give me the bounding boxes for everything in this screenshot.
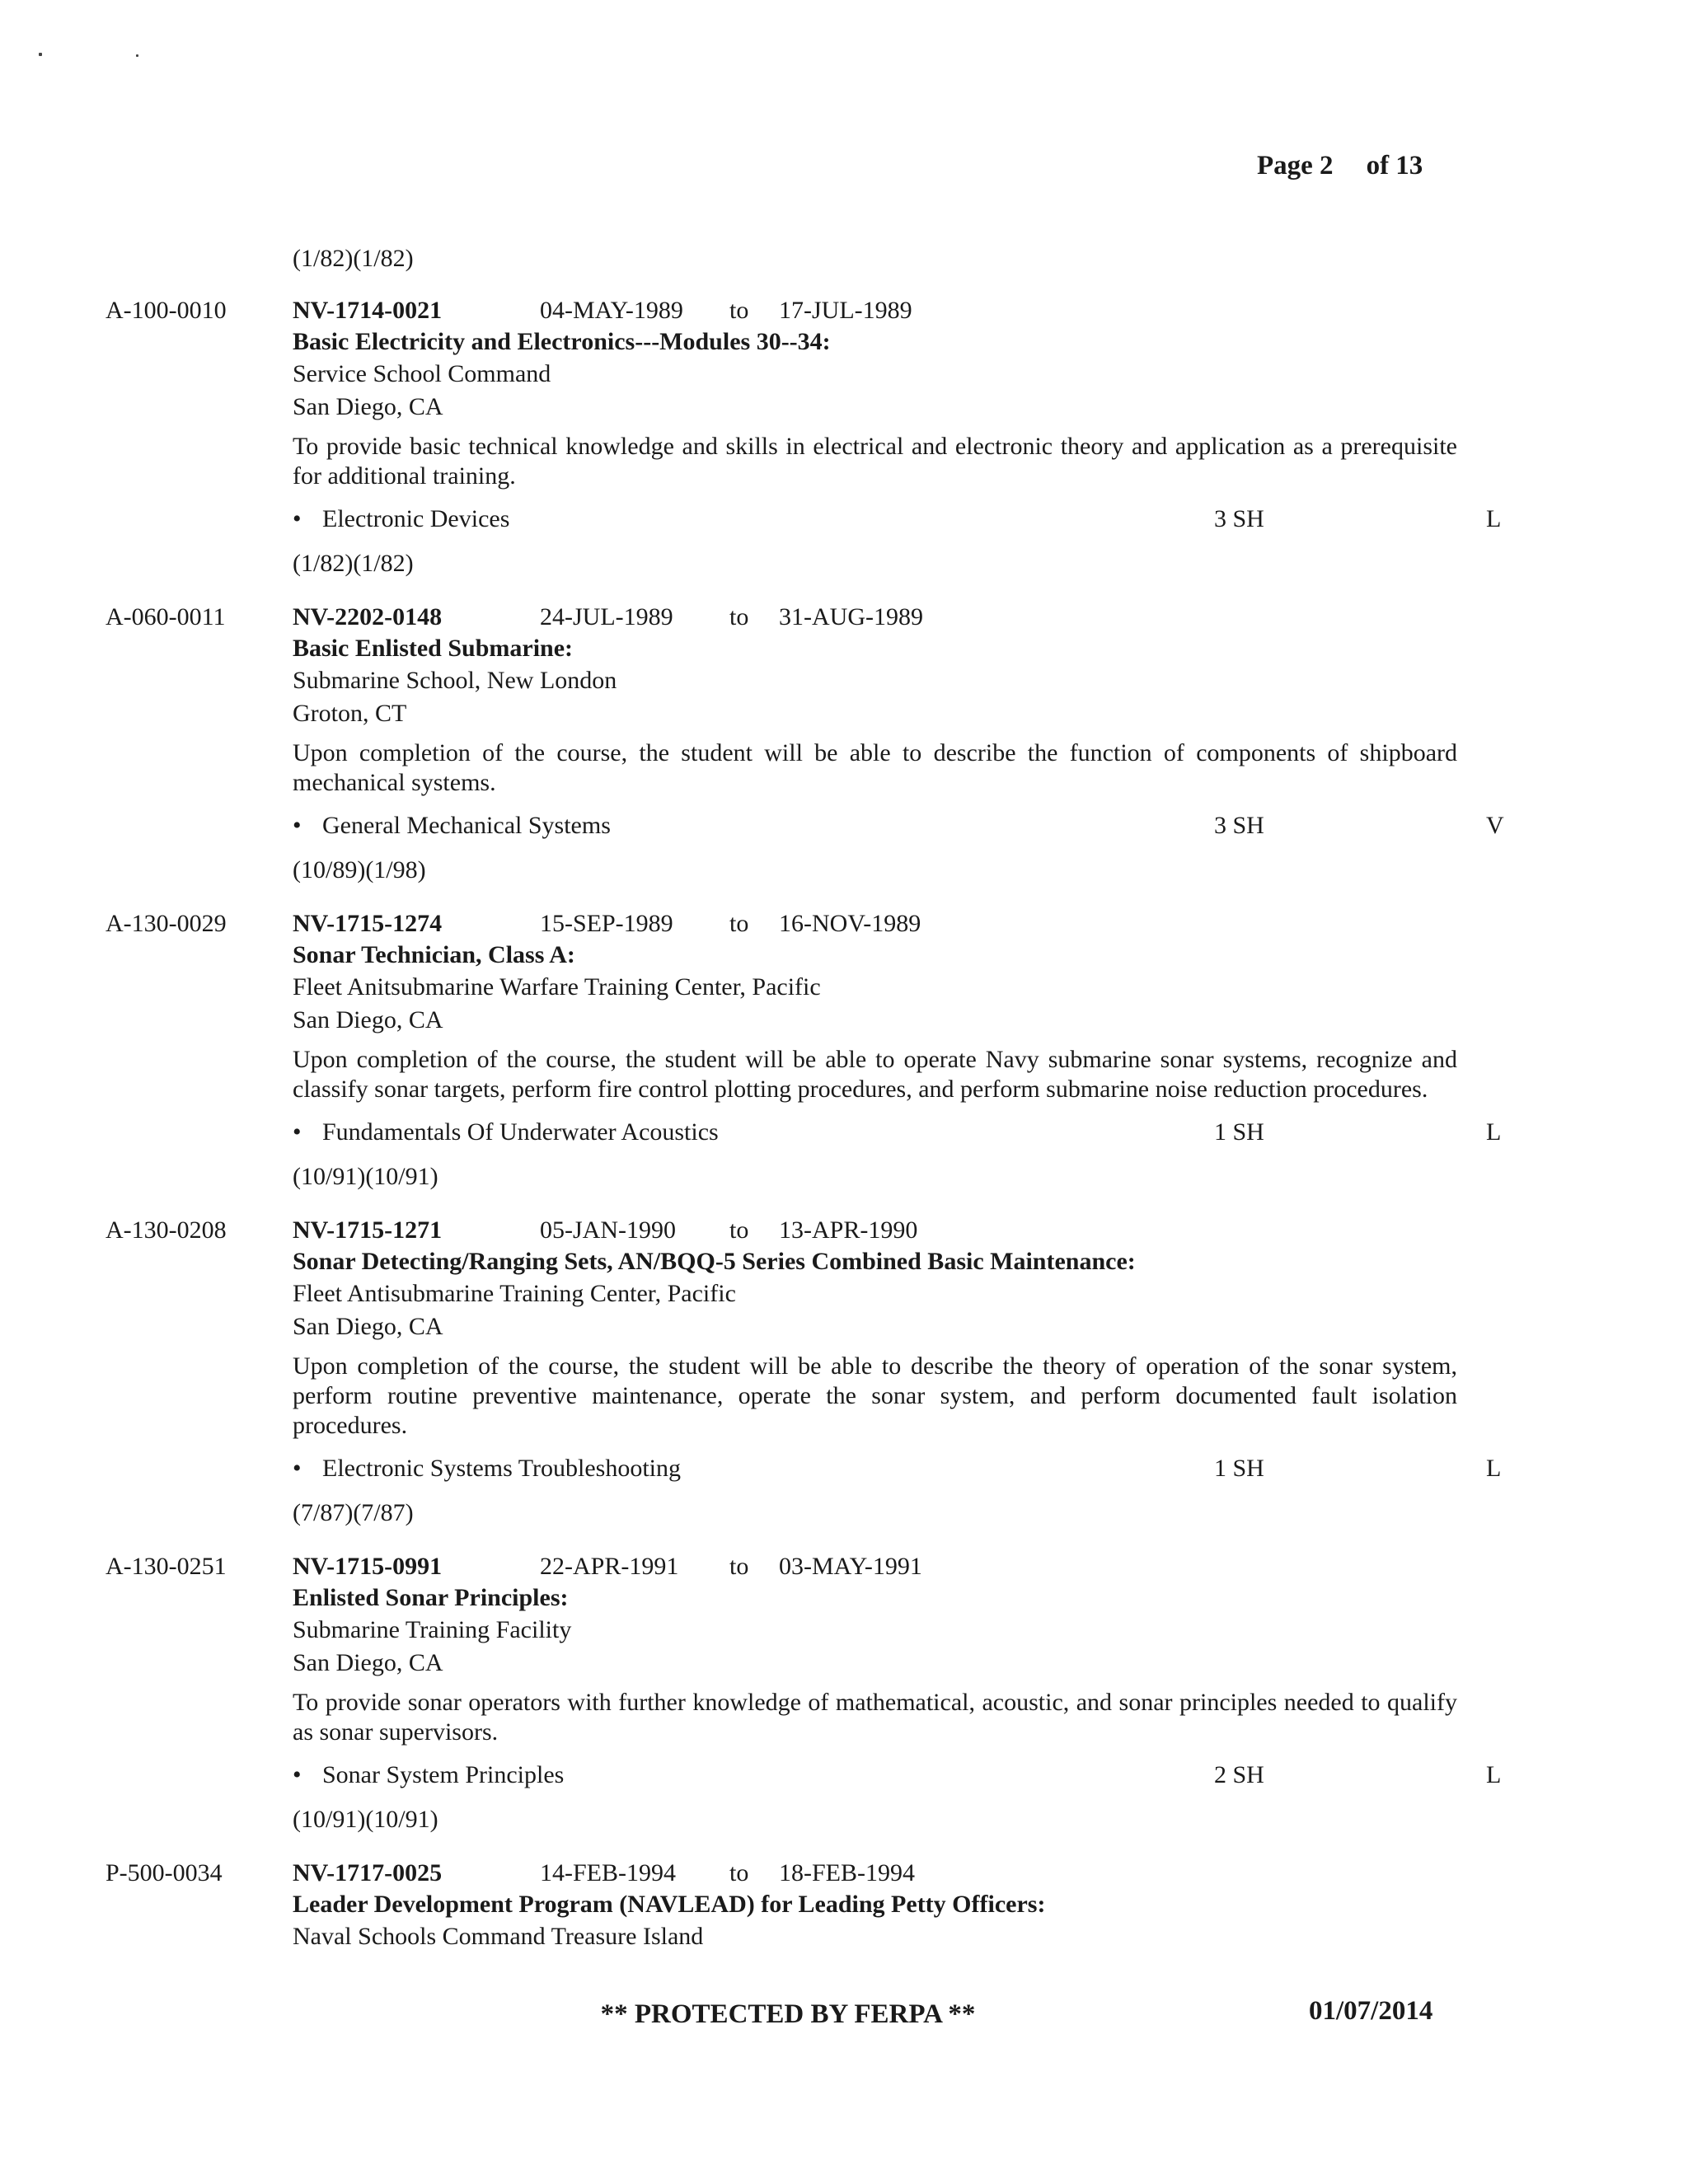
entry-body bbox=[293, 1551, 1502, 1835]
date-separator: to bbox=[729, 297, 749, 324]
entry-header bbox=[293, 1215, 1457, 1246]
end-date: 17-JUL-1989 bbox=[779, 297, 912, 324]
course-location: Groton, CT bbox=[293, 700, 407, 727]
course-organization: Naval Schools Command Treasure Island bbox=[293, 1923, 704, 1950]
credit-level: L bbox=[1486, 1118, 1502, 1146]
course-entry bbox=[106, 1551, 1502, 1835]
entry-body bbox=[293, 908, 1502, 1192]
date-separator: to bbox=[729, 603, 749, 630]
bullet: • bbox=[293, 1455, 302, 1482]
course-location: San Diego, CA bbox=[293, 1313, 443, 1340]
course-code: NV-1714-0021 bbox=[293, 297, 443, 324]
credit-row bbox=[293, 811, 1504, 841]
entry-id: A-060-0011 bbox=[106, 603, 226, 630]
course-title: Leader Development Program (NAVLEAD) for Leading Petty Officers: bbox=[293, 1891, 1046, 1918]
entry-body bbox=[293, 1858, 1457, 1953]
exhibit-code: (10/91)(10/91) bbox=[293, 1806, 438, 1833]
course-entry bbox=[106, 295, 1502, 579]
credit-level: L bbox=[1486, 1455, 1502, 1482]
course-title: Basic Electricity and Electronics---Modules 30--34: bbox=[293, 328, 831, 355]
page-current: Page 2 bbox=[1257, 151, 1334, 180]
course-organization: Submarine Training Facility bbox=[293, 1616, 572, 1643]
end-date: 13-APR-1990 bbox=[779, 1216, 918, 1244]
course-location: San Diego, CA bbox=[293, 1649, 443, 1676]
course-code: NV-1715-1271 bbox=[293, 1216, 443, 1244]
transcript-content bbox=[106, 244, 1504, 1960]
course-code: NV-1717-0025 bbox=[293, 1859, 443, 1886]
start-date: 24-JUL-1989 bbox=[540, 603, 673, 630]
course-organization: Fleet Antisubmarine Training Center, Pacific bbox=[293, 1280, 736, 1307]
credit-row bbox=[293, 1118, 1502, 1147]
credit-level: L bbox=[1486, 505, 1502, 532]
end-date: 31-AUG-1989 bbox=[779, 603, 923, 630]
course-description: To provide sonar operators with further knowledge of mathematical, acoustic, and sonar principles needed to qualify as sonar supervisors. bbox=[293, 1689, 1457, 1746]
course-organization: Submarine School, New London bbox=[293, 667, 617, 694]
start-date: 05-JAN-1990 bbox=[540, 1216, 676, 1244]
end-date: 18-FEB-1994 bbox=[779, 1859, 915, 1886]
date-separator: to bbox=[729, 1216, 749, 1244]
course-code: NV-1715-0991 bbox=[293, 1553, 443, 1580]
course-entry bbox=[106, 1215, 1502, 1528]
course-title: Sonar Technician, Class A: bbox=[293, 941, 575, 968]
footer-date: 01/07/2014 bbox=[1309, 1996, 1433, 2026]
course-title: Enlisted Sonar Principles: bbox=[293, 1584, 569, 1611]
credit-row bbox=[293, 1454, 1502, 1483]
course-title: Basic Enlisted Submarine: bbox=[293, 635, 574, 662]
leading-code: (1/82)(1/82) bbox=[293, 245, 414, 272]
entry-id: A-130-0029 bbox=[106, 910, 227, 937]
credit-level: L bbox=[1486, 1761, 1502, 1788]
credit-hours: 3 SH bbox=[1214, 812, 1264, 839]
course-title: Sonar Detecting/Ranging Sets, AN/BQQ-5 Series Combined Basic Maintenance: bbox=[293, 1248, 1136, 1275]
date-separator: to bbox=[729, 1553, 749, 1580]
entry-header bbox=[293, 295, 1457, 326]
end-date: 16-NOV-1989 bbox=[779, 910, 921, 937]
credit-row bbox=[293, 1760, 1502, 1790]
entry-id: A-130-0208 bbox=[106, 1216, 227, 1244]
credit-level: V bbox=[1486, 812, 1504, 839]
entry-id: A-100-0010 bbox=[106, 297, 227, 324]
credit-subject: Electronic Devices bbox=[322, 505, 510, 532]
course-entries bbox=[106, 295, 1504, 1835]
bullet: • bbox=[293, 505, 302, 532]
entry-body bbox=[293, 295, 1502, 579]
date-separator: to bbox=[729, 910, 749, 937]
exhibit-code: (10/89)(1/98) bbox=[293, 856, 426, 883]
date-separator: to bbox=[729, 1859, 749, 1886]
bullet: • bbox=[293, 1761, 302, 1788]
entry-header bbox=[293, 602, 1457, 633]
page-total: of 13 bbox=[1366, 151, 1423, 180]
entry-body bbox=[293, 602, 1504, 885]
course-code: NV-1715-1274 bbox=[293, 910, 443, 937]
start-date: 04-MAY-1989 bbox=[540, 297, 683, 324]
exhibit-code: (7/87)(7/87) bbox=[293, 1499, 414, 1526]
entry-header bbox=[293, 1858, 1457, 1889]
start-date: 15-SEP-1989 bbox=[540, 910, 673, 937]
entry-id: P-500-0034 bbox=[106, 1859, 223, 1886]
course-location: San Diego, CA bbox=[293, 1006, 443, 1033]
course-organization: Service School Command bbox=[293, 360, 551, 387]
course-entry bbox=[106, 908, 1502, 1192]
page-number bbox=[1257, 151, 1423, 181]
entry-body bbox=[293, 1215, 1502, 1528]
start-date: 14-FEB-1994 bbox=[540, 1859, 676, 1886]
course-code: NV-2202-0148 bbox=[293, 603, 443, 630]
course-description: To provide basic technical knowledge and skills in electrical and electronic theory and application as a prerequisite for additional training. bbox=[293, 433, 1457, 490]
course-description: Upon completion of the course, the student will be able to operate Navy submarine sonar systems, recognize and classify sonar targets, perform fire control plotting procedures, and perform submarine noise reduction procedures. bbox=[293, 1046, 1457, 1103]
credit-hours: 1 SH bbox=[1214, 1455, 1264, 1482]
exhibit-code: (1/82)(1/82) bbox=[293, 550, 414, 577]
entry-header bbox=[293, 908, 1457, 940]
credit-subject: Sonar System Principles bbox=[322, 1761, 565, 1788]
start-date: 22-APR-1991 bbox=[540, 1553, 679, 1580]
bullet: • bbox=[293, 1118, 302, 1146]
scan-mark bbox=[136, 54, 138, 57]
entry-id: A-130-0251 bbox=[106, 1553, 227, 1580]
ferpa-notice: ** PROTECTED BY FERPA ** bbox=[600, 1999, 976, 2029]
end-date: 03-MAY-1991 bbox=[779, 1553, 922, 1580]
credit-subject: Fundamentals Of Underwater Acoustics bbox=[322, 1118, 719, 1146]
credit-hours: 3 SH bbox=[1214, 505, 1264, 532]
credit-hours: 1 SH bbox=[1214, 1118, 1264, 1146]
credit-row bbox=[293, 504, 1502, 534]
course-description: Upon completion of the course, the student will be able to describe the theory of operation of the sonar system, perform routine preventive maintenance, operate the sonar system, and perform documented fault isolation procedures. bbox=[293, 1352, 1457, 1439]
bullet: • bbox=[293, 812, 302, 839]
scan-mark bbox=[39, 53, 42, 56]
credit-hours: 2 SH bbox=[1214, 1761, 1264, 1788]
exhibit-code: (10/91)(10/91) bbox=[293, 1163, 438, 1190]
entry-header bbox=[293, 1551, 1457, 1582]
credit-subject: General Mechanical Systems bbox=[322, 812, 611, 839]
course-entry bbox=[106, 602, 1504, 885]
credit-subject: Electronic Systems Troubleshooting bbox=[322, 1455, 681, 1482]
course-location: San Diego, CA bbox=[293, 393, 443, 420]
course-organization: Fleet Anitsubmarine Warfare Training Center, Pacific bbox=[293, 973, 821, 1001]
course-entry bbox=[106, 1858, 1457, 1953]
course-description: Upon completion of the course, the student will be able to describe the function of components of shipboard mechanical systems. bbox=[293, 739, 1457, 796]
